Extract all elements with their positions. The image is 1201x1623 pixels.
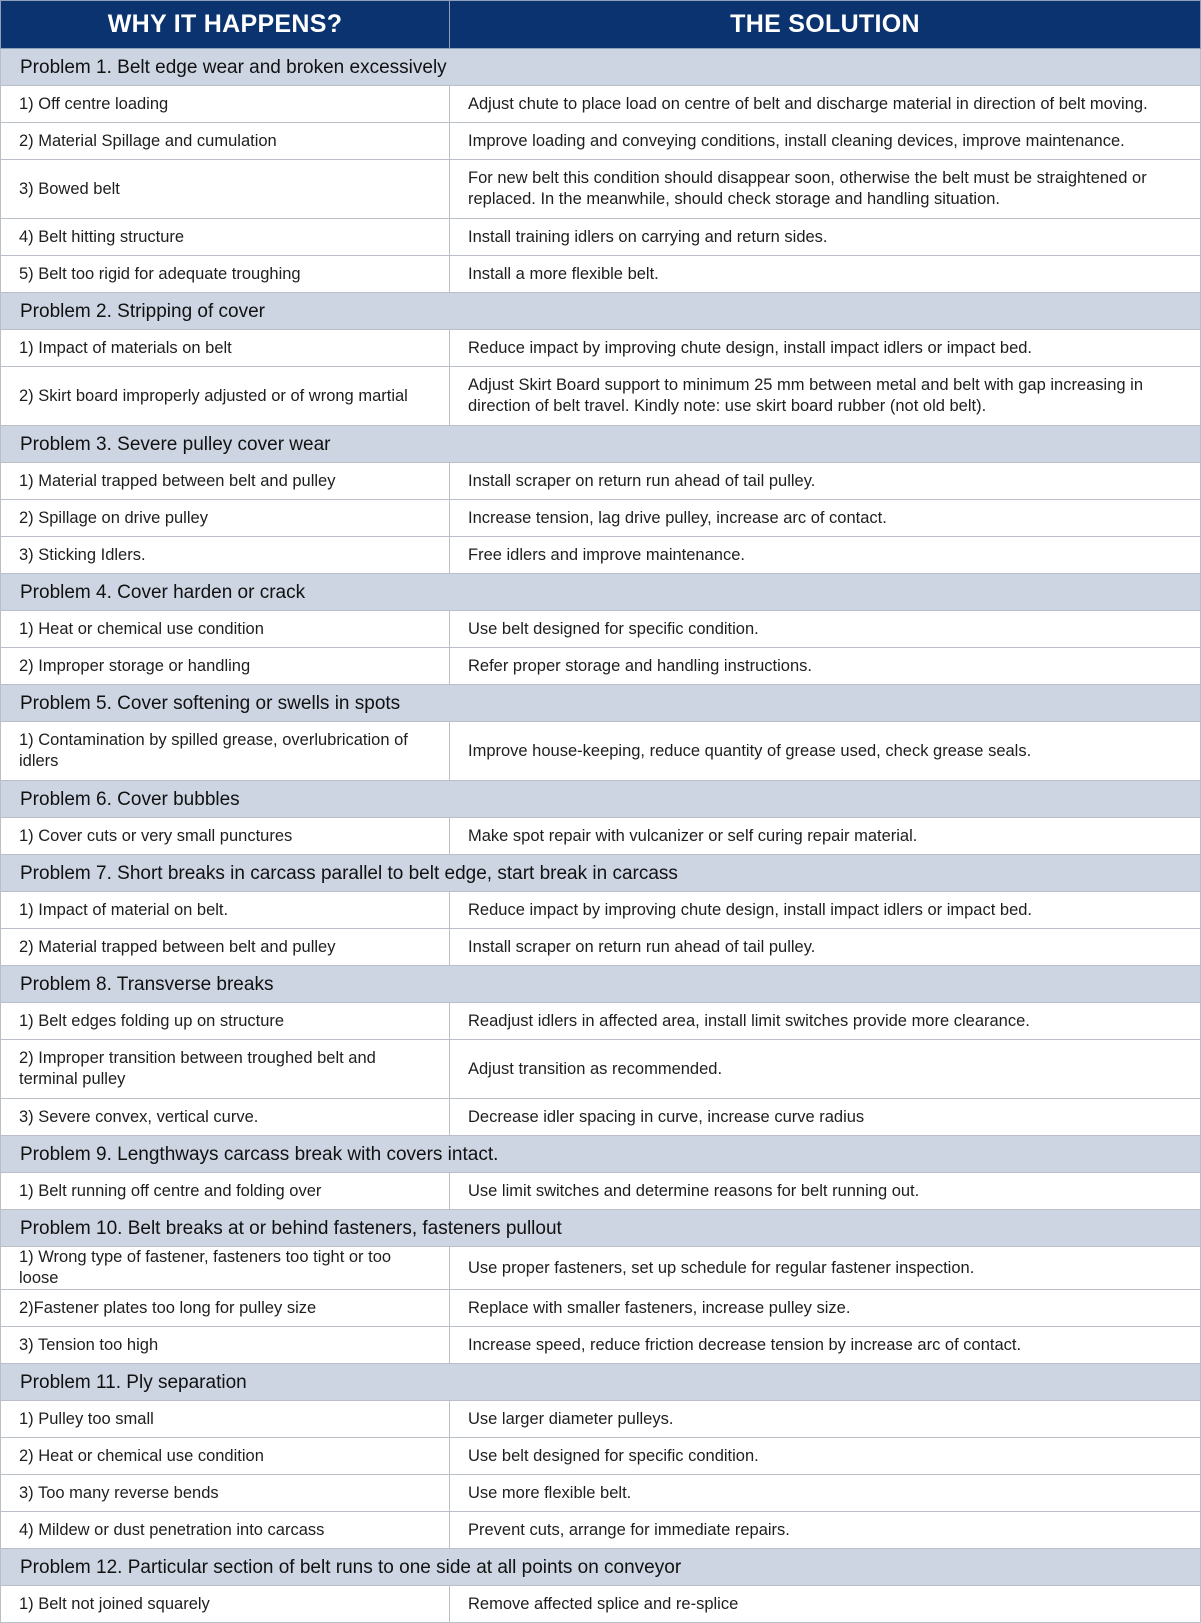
cause-cell: 1) Off centre loading — [1, 86, 450, 123]
problem-heading-row — [1, 781, 1201, 818]
table-row — [1, 929, 1201, 966]
table-row — [1, 648, 1201, 685]
table-row — [1, 818, 1201, 855]
table-row — [1, 1040, 1201, 1099]
solution-cell: For new belt this condition should disappear soon, otherwise the belt must be straightened or replaced. In the meanwhile, should check storage and handling situation. — [450, 160, 1201, 219]
problem-heading-row — [1, 1364, 1201, 1401]
table-row — [1, 892, 1201, 929]
solution-cell: Install training idlers on carrying and return sides. — [450, 219, 1201, 256]
header-why-it-happens: WHY IT HAPPENS? — [1, 1, 450, 49]
cause-cell: 1) Pulley too small — [1, 1401, 450, 1438]
solution-cell: Install scraper on return run ahead of tail pulley. — [450, 929, 1201, 966]
solution-cell: Adjust transition as recommended. — [450, 1040, 1201, 1099]
solution-cell: Install a more flexible belt. — [450, 256, 1201, 293]
cause-cell: 2) Improper storage or handling — [1, 648, 450, 685]
cause-cell: 2) Skirt board improperly adjusted or of wrong martial — [1, 367, 450, 426]
problem-heading-row — [1, 574, 1201, 611]
cause-cell: 4) Mildew or dust penetration into carcass — [1, 1512, 450, 1549]
table-row — [1, 611, 1201, 648]
cause-cell: 3) Severe convex, vertical curve. — [1, 1099, 450, 1136]
problem-title: Problem 5. Cover softening or swells in spots — [1, 685, 1201, 722]
problem-title: Problem 8. Transverse breaks — [1, 966, 1201, 1003]
table-row — [1, 1247, 1201, 1290]
table-row — [1, 219, 1201, 256]
cause-cell: 1) Belt not joined squarely — [1, 1586, 450, 1623]
solution-cell: Remove affected splice and re-splice — [450, 1586, 1201, 1623]
problem-title: Problem 3. Severe pulley cover wear — [1, 426, 1201, 463]
table-row — [1, 1173, 1201, 1210]
cause-cell: 3) Tension too high — [1, 1327, 450, 1364]
cause-cell: 2) Improper transition between troughed belt and terminal pulley — [1, 1040, 450, 1099]
solution-cell: Improve house-keeping, reduce quantity of grease used, check grease seals. — [450, 722, 1201, 781]
table-body — [1, 49, 1201, 1623]
table-row — [1, 123, 1201, 160]
solution-cell: Make spot repair with vulcanizer or self curing repair material. — [450, 818, 1201, 855]
header-the-solution: THE SOLUTION — [450, 1, 1201, 49]
solution-cell: Replace with smaller fasteners, increase pulley size. — [450, 1290, 1201, 1327]
table-row — [1, 160, 1201, 219]
solution-cell: Use belt designed for specific condition. — [450, 1438, 1201, 1475]
table-row — [1, 1512, 1201, 1549]
cause-cell: 2) Material Spillage and cumulation — [1, 123, 450, 160]
cause-cell: 2) Heat or chemical use condition — [1, 1438, 450, 1475]
table-row — [1, 722, 1201, 781]
table-row — [1, 1586, 1201, 1623]
cause-cell: 3) Sticking Idlers. — [1, 537, 450, 574]
cause-cell: 1) Cover cuts or very small punctures — [1, 818, 450, 855]
problem-title: Problem 1. Belt edge wear and broken excessively — [1, 49, 1201, 86]
cause-cell: 2)Fastener plates too long for pulley size — [1, 1290, 450, 1327]
problem-title: Problem 9. Lengthways carcass break with covers intact. — [1, 1136, 1201, 1173]
problem-heading-row — [1, 49, 1201, 86]
problem-title: Problem 6. Cover bubbles — [1, 781, 1201, 818]
problem-heading-row — [1, 966, 1201, 1003]
cause-cell: 1) Contamination by spilled grease, overlubrication of idlers — [1, 722, 450, 781]
table-row — [1, 1475, 1201, 1512]
problem-title: Problem 10. Belt breaks at or behind fasteners, fasteners pullout — [1, 1210, 1201, 1247]
cause-cell: 2) Spillage on drive pulley — [1, 500, 450, 537]
problem-heading-row — [1, 685, 1201, 722]
solution-cell: Decrease idler spacing in curve, increase curve radius — [450, 1099, 1201, 1136]
solution-cell: Prevent cuts, arrange for immediate repairs. — [450, 1512, 1201, 1549]
solution-cell: Refer proper storage and handling instructions. — [450, 648, 1201, 685]
table-row — [1, 330, 1201, 367]
solution-cell: Adjust chute to place load on centre of belt and discharge material in direction of belt moving. — [450, 86, 1201, 123]
table-row — [1, 1438, 1201, 1475]
table-row — [1, 86, 1201, 123]
table-row — [1, 1099, 1201, 1136]
problem-heading-row — [1, 1136, 1201, 1173]
cause-cell: 1) Impact of materials on belt — [1, 330, 450, 367]
table-row — [1, 1003, 1201, 1040]
solution-cell: Readjust idlers in affected area, install limit switches provide more clearance. — [450, 1003, 1201, 1040]
solution-cell: Use more flexible belt. — [450, 1475, 1201, 1512]
problem-title: Problem 12. Particular section of belt runs to one side at all points on conveyor — [1, 1549, 1201, 1586]
table-row — [1, 1327, 1201, 1364]
table-row — [1, 500, 1201, 537]
problem-title: Problem 2. Stripping of cover — [1, 293, 1201, 330]
table-row — [1, 1290, 1201, 1327]
problem-heading-row — [1, 855, 1201, 892]
table-row — [1, 367, 1201, 426]
cause-cell: 2) Material trapped between belt and pulley — [1, 929, 450, 966]
cause-cell: 1) Wrong type of fastener, fasteners too tight or too loose — [1, 1247, 450, 1290]
cause-cell: 1) Belt running off centre and folding over — [1, 1173, 450, 1210]
problem-heading-row — [1, 293, 1201, 330]
cause-cell: 3) Too many reverse bends — [1, 1475, 450, 1512]
table-row — [1, 537, 1201, 574]
problem-title: Problem 4. Cover harden or crack — [1, 574, 1201, 611]
table-header-row — [1, 1, 1201, 49]
solution-cell: Increase speed, reduce friction decrease tension by increase arc of contact. — [450, 1327, 1201, 1364]
table-row — [1, 1401, 1201, 1438]
cause-cell: 1) Impact of material on belt. — [1, 892, 450, 929]
cause-cell: 1) Belt edges folding up on structure — [1, 1003, 450, 1040]
table-row — [1, 256, 1201, 293]
cause-cell: 3) Bowed belt — [1, 160, 450, 219]
solution-cell: Use larger diameter pulleys. — [450, 1401, 1201, 1438]
solution-cell: Use proper fasteners, set up schedule for regular fastener inspection. — [450, 1247, 1201, 1290]
cause-cell: 1) Material trapped between belt and pulley — [1, 463, 450, 500]
solution-cell: Install scraper on return run ahead of tail pulley. — [450, 463, 1201, 500]
solution-cell: Improve loading and conveying conditions, install cleaning devices, improve maintenance. — [450, 123, 1201, 160]
solution-cell: Use belt designed for specific condition. — [450, 611, 1201, 648]
solution-cell: Free idlers and improve maintenance. — [450, 537, 1201, 574]
solution-cell: Adjust Skirt Board support to minimum 25 mm between metal and belt with gap increasing in direction of belt travel. Kindly note: use skirt board rubber (not old belt). — [450, 367, 1201, 426]
problem-heading-row — [1, 426, 1201, 463]
problem-heading-row — [1, 1549, 1201, 1586]
problem-title: Problem 11. Ply separation — [1, 1364, 1201, 1401]
solution-cell: Use limit switches and determine reasons for belt running out. — [450, 1173, 1201, 1210]
problem-title: Problem 7. Short breaks in carcass parallel to belt edge, start break in carcass — [1, 855, 1201, 892]
cause-cell: 1) Heat or chemical use condition — [1, 611, 450, 648]
solution-cell: Reduce impact by improving chute design, install impact idlers or impact bed. — [450, 892, 1201, 929]
problem-heading-row — [1, 1210, 1201, 1247]
solution-cell: Increase tension, lag drive pulley, increase arc of contact. — [450, 500, 1201, 537]
cause-cell: 4) Belt hitting structure — [1, 219, 450, 256]
cause-cell: 5) Belt too rigid for adequate troughing — [1, 256, 450, 293]
solution-cell: Reduce impact by improving chute design, install impact idlers or impact bed. — [450, 330, 1201, 367]
table-row — [1, 463, 1201, 500]
